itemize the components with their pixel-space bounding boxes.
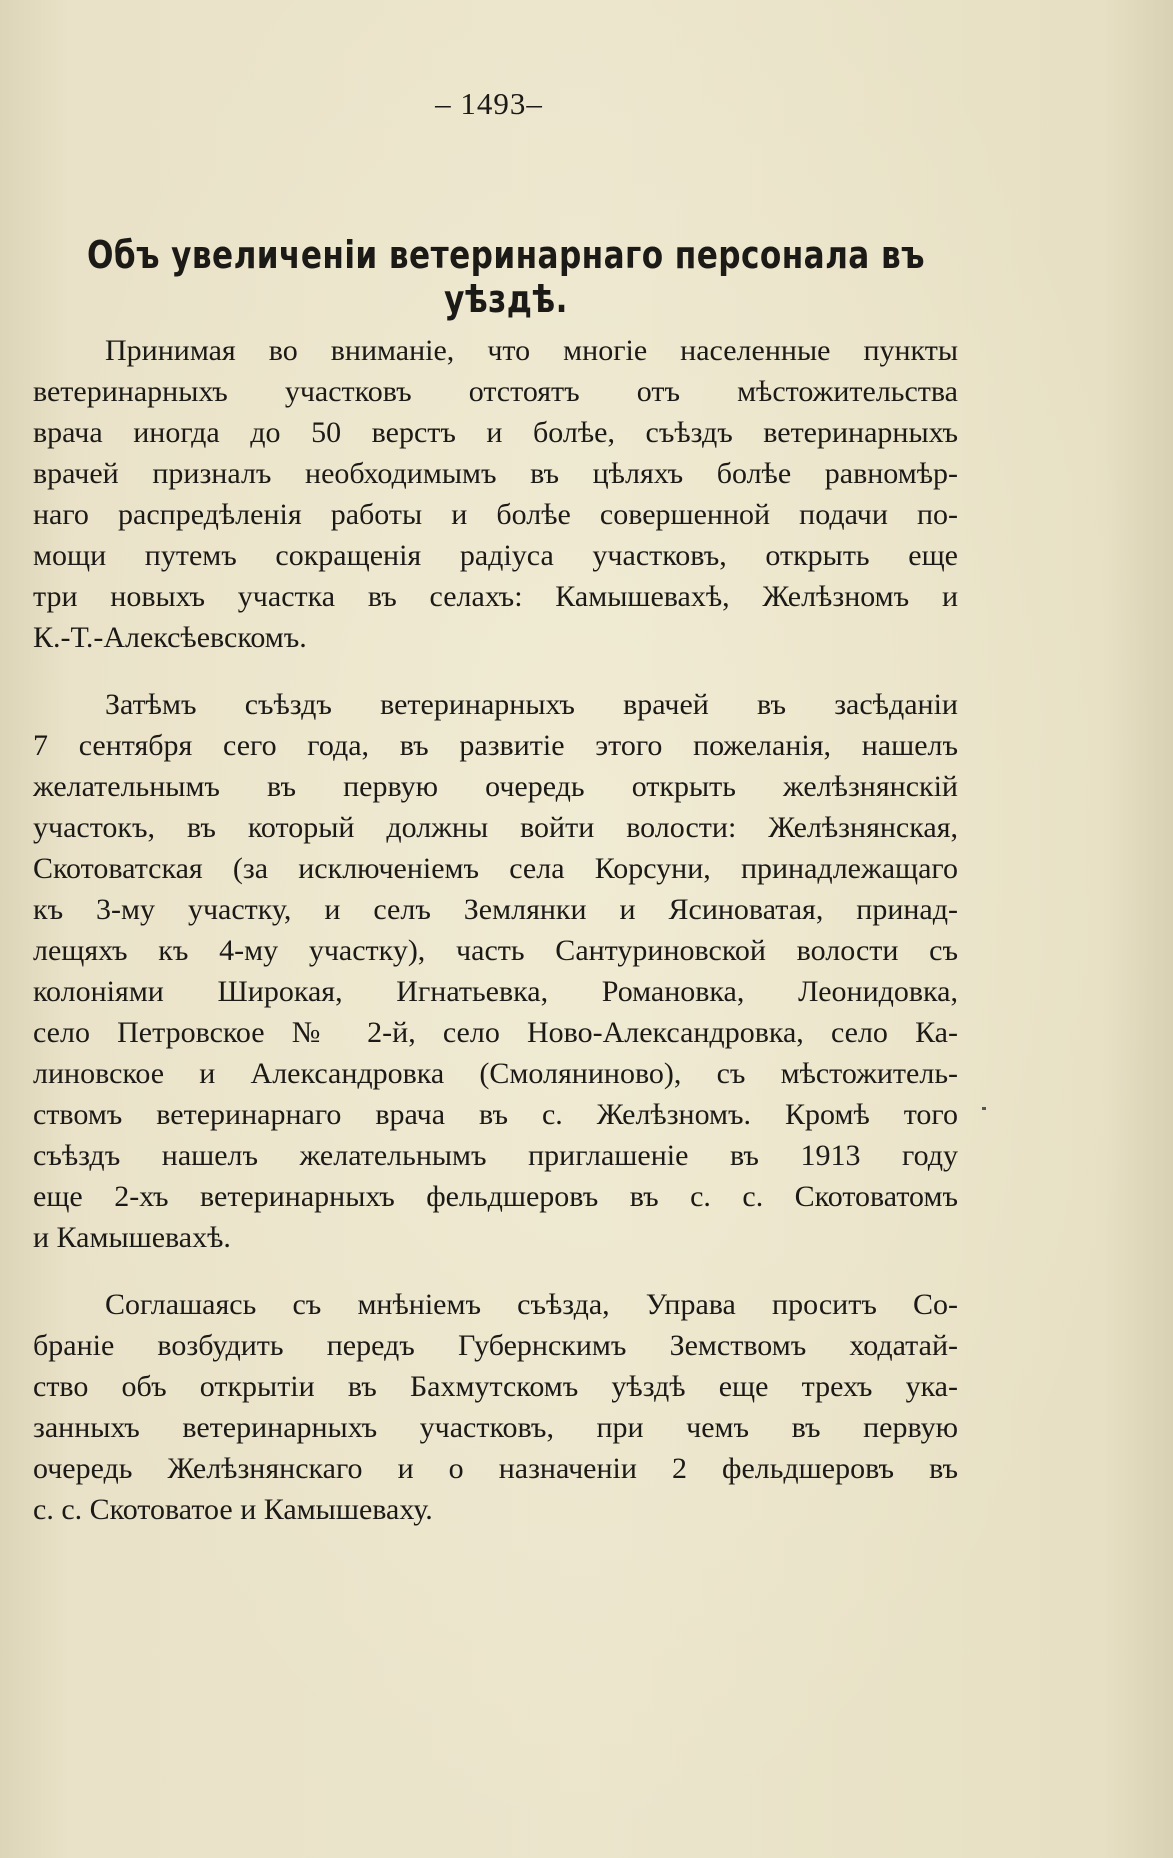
text-line: еще 2-хъ ветеринарныхъ фельдшеровъ въ с. с. Скотоватомъ	[33, 1180, 958, 1213]
page-number: – 1493–	[435, 86, 543, 121]
paragraph-1	[33, 330, 958, 658]
text-line: съѣздъ нашелъ желательнымъ приглашеніе въ 1913 году	[33, 1139, 958, 1172]
text-line: К.-Т.-Алексѣевскомъ.	[33, 621, 307, 654]
text-line: три новыхъ участка въ селахъ: Камышевахѣ, Желѣзномъ и	[33, 580, 958, 613]
text-line: Принимая во вниманіе, что многіе населенные пункты	[105, 334, 958, 367]
body-text	[33, 330, 958, 1530]
text-line: ветеринарныхъ участковъ отстоятъ отъ мѣстожительства	[33, 375, 958, 408]
text-line: село Петровское № 2-й, село Ново-Александровка, село Ка-	[33, 1016, 958, 1049]
page-title: Объ увеличеніи ветеринарнаго персонала въ уѣздѣ.	[87, 233, 925, 321]
text-line: браніе возбудить передъ Губернскимъ Земствомъ ходатай-	[33, 1329, 958, 1362]
paragraph-3	[33, 1284, 958, 1530]
text-line: Затѣмъ съѣздъ ветеринарныхъ врачей въ засѣданіи	[105, 688, 958, 721]
text-line: колоніями Широкая, Игнатьевка, Романовка, Леонидовка,	[33, 975, 958, 1008]
margin-mark	[982, 1107, 986, 1110]
paragraph-gap	[33, 658, 958, 684]
text-line: занныхъ ветеринарныхъ участковъ, при чемъ въ первую	[33, 1411, 958, 1444]
text-line: мощи путемъ сокращенія радіуса участковъ, открыть еще	[33, 539, 958, 572]
text-line: с. с. Скотоватое и Камышеваху.	[33, 1493, 433, 1526]
text-line: наго распредѣленія работы и болѣе совершенной подачи по-	[33, 498, 958, 531]
text-line: ство объ открытіи въ Бахмутскомъ уѣздѣ еще трехъ ука-	[33, 1370, 958, 1403]
text-line: къ 3-му участку, и селъ Землянки и Ясиноватая, принад-	[33, 893, 958, 926]
text-line: 7 сентября сего года, въ развитіе этого пожеланія, нашелъ	[33, 729, 958, 762]
text-line: очередь Желѣзнянскаго и о назначеніи 2 фельдшеровъ въ	[33, 1452, 958, 1485]
text-line: и Камышевахѣ.	[33, 1221, 231, 1254]
text-line: ствомъ ветеринарнаго врача въ с. Желѣзномъ. Кромѣ того	[33, 1098, 958, 1131]
text-line: желательнымъ въ первую очередь открыть желѣзнянскій	[33, 770, 958, 803]
text-line: врача иногда до 50 верстъ и болѣе, съѣздъ ветеринарныхъ	[33, 416, 958, 449]
text-line: Скотоватская (за исключеніемъ села Корсуни, принадлежащаго	[33, 852, 958, 885]
paragraph-gap	[33, 1258, 958, 1284]
text-line: лещяхъ къ 4-му участку), часть Сантуриновской волости съ	[33, 934, 958, 967]
paragraph-2	[33, 684, 958, 1258]
text-line: Соглашаясь съ мнѣніемъ съѣзда, Управа проситъ Со-	[105, 1288, 958, 1321]
text-line: врачей призналъ необходимымъ въ цѣляхъ болѣе равномѣр-	[33, 457, 958, 490]
text-line: линовское и Александровка (Смоляниново), съ мѣстожитель-	[33, 1057, 958, 1090]
text-line: участокъ, въ который должны войти волости: Желѣзнянская,	[33, 811, 958, 844]
